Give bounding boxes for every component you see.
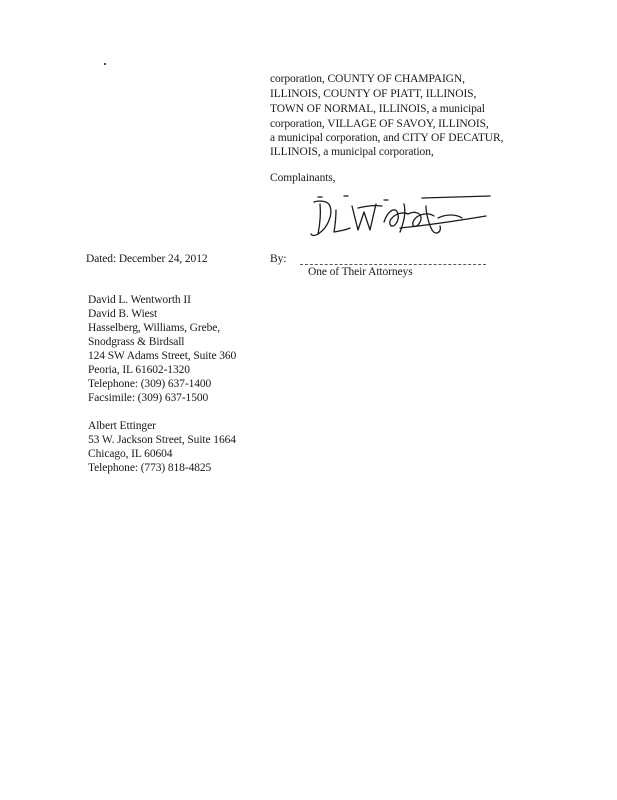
counsel-line: Hasselberg, Williams, Grebe, [88,322,221,334]
caption-line: corporation, VILLAGE OF SAVOY, ILLINOIS, [270,118,489,130]
complainants-label: Complainants, [270,172,336,184]
attorney-title: One of Their Attorneys [308,266,413,278]
dated-line: Dated: December 24, 2012 [86,253,208,265]
counsel-line: Chicago, IL 60604 [88,448,173,460]
by-label: By: [270,253,287,265]
signature-image [300,192,495,244]
counsel-line: Albert Ettinger [88,420,156,432]
caption-line: a municipal corporation, and CITY OF DECATUR, [270,132,504,144]
counsel-line: 124 SW Adams Street, Suite 360 [88,350,237,362]
counsel-line: Snodgrass & Birdsall [88,336,185,348]
counsel-line: David L. Wentworth II [88,294,191,306]
counsel-line: Telephone: (773) 818-4825 [88,462,212,474]
counsel-line: David B. Wiest [88,308,158,320]
counsel-line: Peoria, IL 61602-1320 [88,364,190,376]
counsel-line: 53 W. Jackson Street, Suite 1664 [88,434,236,446]
signature-rule [300,264,486,265]
stray-mark [104,63,106,65]
caption-line: corporation, COUNTY OF CHAMPAIGN, [270,73,465,85]
caption-line: ILLINOIS, COUNTY OF PIATT, ILLINOIS, [270,88,477,100]
counsel-line: Facsimile: (309) 637-1500 [88,392,209,404]
caption-line: ILLINOIS, a municipal corporation, [270,146,434,158]
counsel-line: Telephone: (309) 637-1400 [88,378,212,390]
caption-line: TOWN OF NORMAL, ILLINOIS, a municipal [270,103,485,115]
